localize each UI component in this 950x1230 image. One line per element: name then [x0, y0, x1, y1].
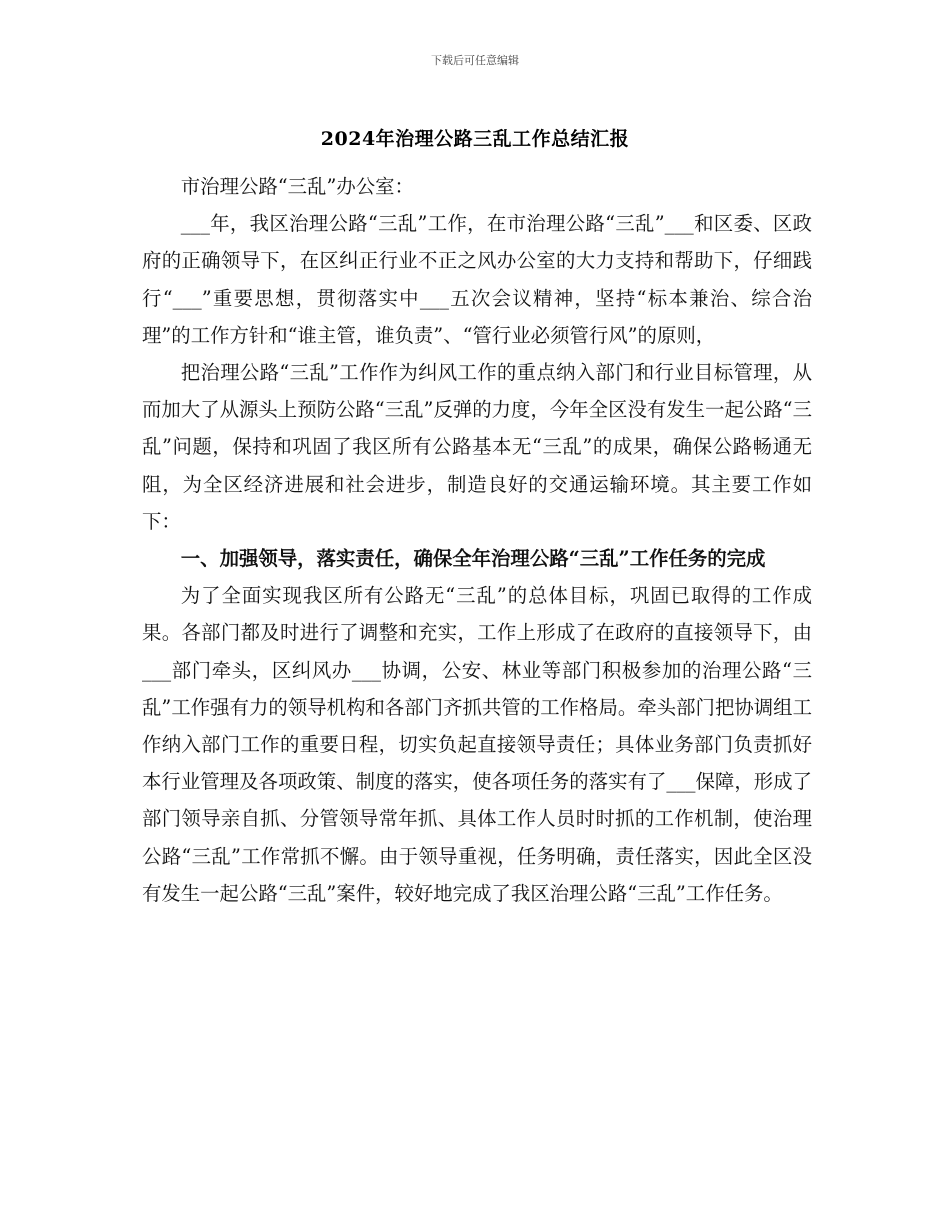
document-title: 2024年治理公路三乱工作总结汇报 [320, 128, 630, 150]
header-note: 下载后可任意编辑 [431, 54, 519, 67]
paragraph-2: 把治理公路“三乱”工作作为纠风工作的重点纳入部门和行业目标管理，从而加大了从源头上预防公路“三乱”反弹的力度，今年全区没有发生一起公路“三乱”问题，保持和巩固了我区所有公路基本无“三乱”的成果，确保公路畅通无阻，为全区经济进展和社会进步，制造良好的交通运输环境。其主要工作如下： [142, 361, 812, 533]
salutation: 市治理公路“三乱”办公室： [180, 175, 414, 198]
paragraph-3: 为了全面实现我区所有公路无“三乱”的总体目标，巩固已取得的工作成果。各部门都及时进行了调整和充实，工作上形成了在政府的直接领导下，由___部门牵头，区纠风办___协调，公安、林业等部门积极参加的治理公路“三乱”工作强有力的领导机构和各部门齐抓共管的工作格局。牵头部门把协调组工作纳入部门工作的重要日程，切实负起直接领导责任；具体业务部门负责抓好本行业管理及各项政策、制度的落实，使各项任务的落实有了___保障，形成了部门领导亲自抓、分管领导常年抓、具体工作人员时时抓的工作机制，使治理公路“三乱”工作常抓不懈。由于领导重视，任务明确，责任落实，因此全区没有发生一起公路“三乱”案件，较好地完成了我区治理公路“三乱”工作任务。 [142, 584, 812, 905]
document-body [142, 168, 812, 912]
section-heading-1: 一、加强领导，落实责任，确保全年治理公路“三乱”工作任务的完成 [180, 547, 766, 571]
paragraph-1: ___年，我区治理公路“三乱”工作，在市治理公路“三乱”___和区委、区政府的正确领导下，在区纠正行业不正之风办公室的大力支持和帮助下，仔细践行“___”重要思想，贯彻落实中___五次会议精神，坚持“标本兼治、综合治理”的工作方针和“谁主管，谁负责”、“管行业必须管行风”的原则， [142, 212, 812, 347]
